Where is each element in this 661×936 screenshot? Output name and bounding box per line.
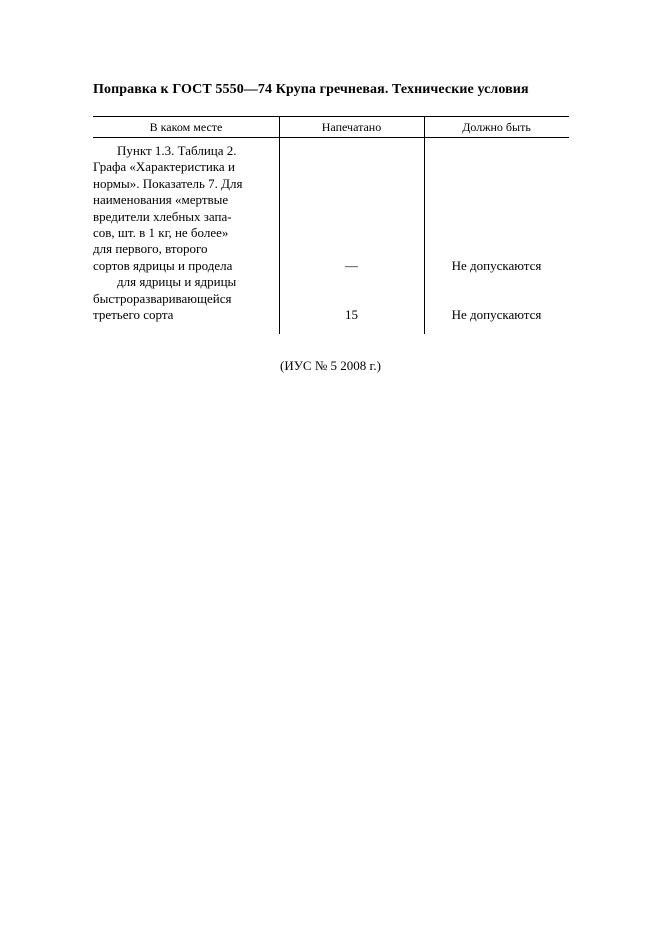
table-top-rule <box>93 116 569 117</box>
place-line: для ядрицы и ядрицы <box>117 274 237 290</box>
column-divider-1 <box>279 116 280 334</box>
place-line: Пункт 1.3. Таблица 2. <box>117 143 237 158</box>
header-place: В каком месте <box>149 120 223 134</box>
place-line: для первого, второго <box>93 241 208 257</box>
correction-table <box>93 116 569 336</box>
place-cell <box>93 143 277 323</box>
table-header-rule <box>93 137 569 138</box>
row2-printed: 15 <box>345 307 358 322</box>
place-line: наименования «мертвые <box>93 192 229 208</box>
header-printed: Напечатано <box>321 120 382 134</box>
place-line: третьего сорта <box>93 307 174 323</box>
place-line: вредители хлебных запа- <box>93 208 232 224</box>
document-title: Поправка к ГОСТ 5550—74 Крупа гречневая. Технические условия <box>93 82 529 97</box>
source-reference: (ИУС № 5 2008 г.) <box>280 358 381 373</box>
row2-should-be: Не допускаются <box>451 307 542 322</box>
place-line: сортов ядрицы и продела <box>93 257 233 273</box>
place-line: нормы». Показатель 7. Для <box>93 175 243 191</box>
row1-should-be: Не допускаются <box>451 258 542 273</box>
row1-printed: — <box>345 258 358 273</box>
place-line: Графа «Характеристика и <box>93 159 235 175</box>
header-should-be: Должно быть <box>462 120 531 134</box>
column-divider-2 <box>424 116 425 334</box>
place-line: быстроразваривающейся <box>93 290 232 306</box>
place-line: сов, шт. в 1 кг, не более» <box>93 225 229 241</box>
